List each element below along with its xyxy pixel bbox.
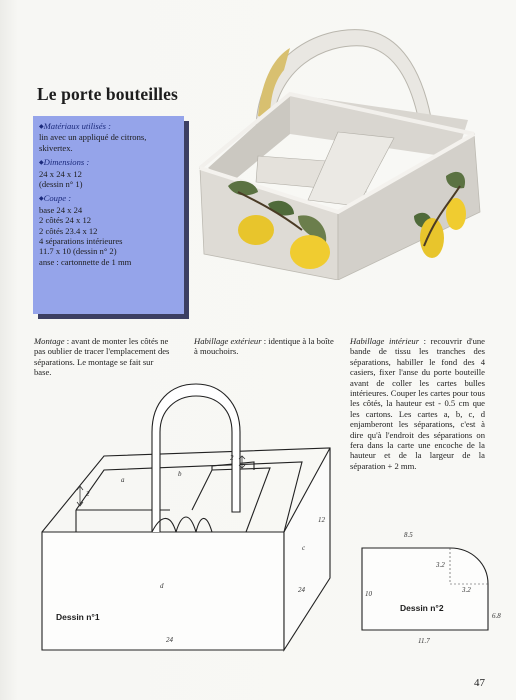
dim-right-24: 24 — [298, 586, 305, 594]
dim-b: b — [178, 470, 182, 478]
interior-body: : recouvrir d'une bande de tissu les tranches des séparations, habiller le fond des 4 casiers, fixer l'anse du porte bouteille avant de coller les cartes bulles intérieures. Couper les cartes pour tous les côtés, la hauteur est - 0.5 cm que les cartons. Les cartes a, b, c, d enjamberont les séparations, c'est à dire qu'à l'endroit des séparations on fera dans la carte une encoche de la hauteur et de la largeur de la séparation + 2 mm. — [350, 336, 485, 471]
page-number: 47 — [474, 677, 485, 689]
dim-a: a — [121, 476, 125, 484]
dim2-r2: 3.2 — [462, 586, 471, 594]
dim-height-12: 12 — [318, 516, 325, 524]
drawing-1-label: Dessin n°1 — [56, 612, 100, 622]
dim-c: c — [302, 544, 306, 552]
dim-bottom-24: 24 — [166, 636, 173, 644]
dimension-arrows-1 — [77, 456, 245, 506]
page-title: Le porte bouteilles — [37, 84, 178, 104]
materials-label: ◆ Matériaux utilisés : — [39, 121, 178, 132]
dim-top-2: 2 — [230, 454, 234, 462]
cut-label: ◆ Coupe : — [39, 193, 178, 204]
assembly-label: Montage — [34, 336, 65, 346]
cut-line: anse : cartonnette de 1 mm — [39, 256, 132, 267]
cut-line: 11.7 x 10 (dessin n° 2) — [39, 246, 117, 257]
dim-left-2: 2 — [86, 490, 90, 498]
cut-line: 4 séparations intérieures — [39, 236, 123, 247]
dimensions-line: (dessin n° 1) — [39, 179, 83, 190]
cut-line: base 24 x 24 — [39, 204, 83, 215]
dim2-top: 8.5 — [404, 531, 413, 539]
drawing-2-label: Dessin n°2 — [400, 603, 444, 613]
dim2-bottom: 11.7 — [418, 637, 430, 645]
exterior-body: : identique à la boîte à mouchoirs. — [194, 336, 334, 357]
dim2-r1: 3.2 — [436, 561, 445, 569]
dim2-left: 10 — [365, 590, 372, 598]
dim2-right: 6.8 — [492, 612, 501, 620]
drawing-1 — [42, 384, 330, 650]
dim-d: d — [160, 582, 164, 590]
dimensions-label: ◆ Dimensions : — [39, 157, 178, 168]
exterior-label: Habillage extérieur — [194, 336, 262, 346]
interior-label: Habillage intérieur — [350, 336, 420, 346]
cut-line: 2 côtés 23.4 x 12 — [39, 225, 98, 236]
assembly-body: : avant de monter les côtés ne pas oublier de tracer l'emplacement des séparations. Le montage se fait sur base. — [34, 336, 170, 378]
materials-text: lin avec un appliqué de citrons, skivertex. — [39, 132, 147, 153]
dimensions-line: 24 x 24 x 12 — [39, 168, 82, 179]
cut-line: 2 côtés 24 x 12 — [39, 215, 92, 226]
